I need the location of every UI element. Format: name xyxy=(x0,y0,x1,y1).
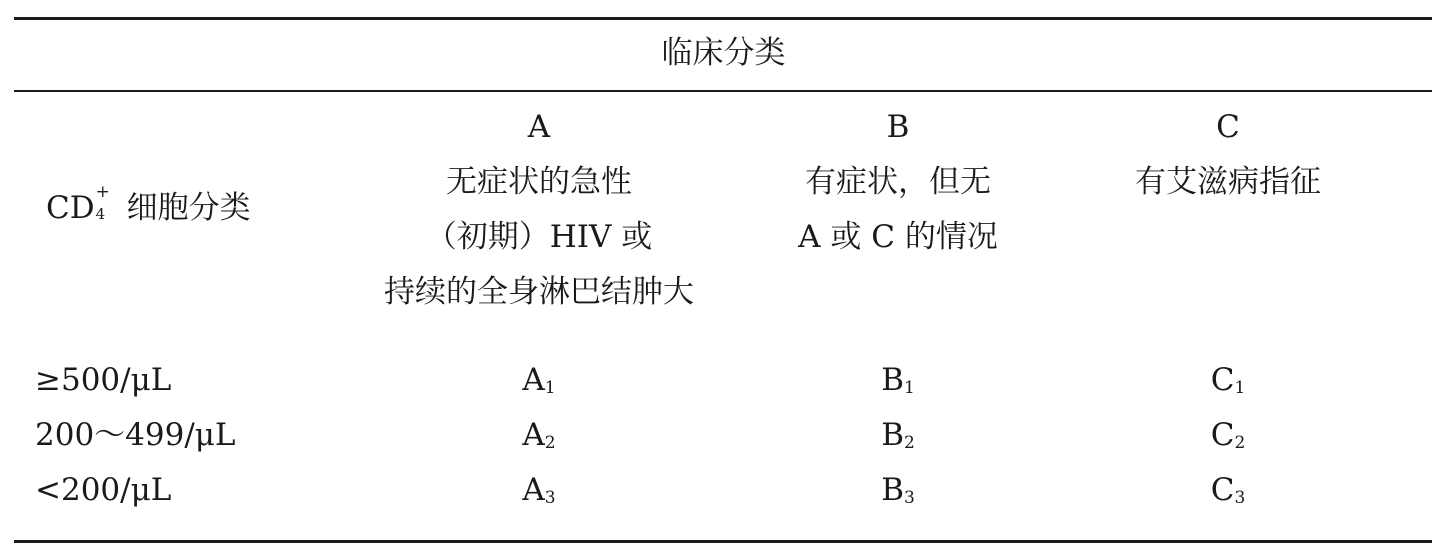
column-description-line: 有症状，但无 xyxy=(805,164,991,200)
row-label: <200/μL xyxy=(35,472,172,508)
column-letter: A xyxy=(527,109,551,145)
row-header-sub: 4 xyxy=(95,205,106,223)
row-header-title xyxy=(46,181,251,236)
table-cell: $C_3$ xyxy=(1210,472,1246,508)
table-top-rule xyxy=(14,17,1432,20)
row-header-sup: + xyxy=(95,182,110,202)
table-cell: $B_2$ xyxy=(881,417,915,453)
column-description-line: A 或 C 的情况 xyxy=(798,219,998,255)
table-cell: $B_3$ xyxy=(881,472,915,508)
column-letter: C xyxy=(1216,109,1240,145)
table-cell: $A_3$ xyxy=(522,472,556,508)
column-description-line: 持续的全身淋巴结肿大 xyxy=(384,274,694,310)
table-cell: $C_1$ xyxy=(1210,362,1246,398)
table-cell: $B_1$ xyxy=(881,362,915,398)
table-cell: $C_2$ xyxy=(1210,417,1246,453)
column-description-line: 有艾滋病指征 xyxy=(1135,164,1321,200)
row-header-cd: CD xyxy=(46,190,95,226)
table-header-title: 临床分类 xyxy=(661,35,786,71)
table-cell: $A_1$ xyxy=(522,362,556,398)
row-label: ≥500/μL xyxy=(35,362,172,398)
table-cell: $A_2$ xyxy=(522,417,556,453)
row-label: 200～499/μL xyxy=(35,417,236,453)
column-description-line: 无症状的急性 xyxy=(446,164,632,200)
column-description-line: （初期）HIV 或 xyxy=(425,219,653,255)
column-letter: B xyxy=(886,109,910,145)
row-header-cd-script xyxy=(95,182,113,223)
column-header-c xyxy=(1028,100,1428,210)
row-header-label: 细胞分类 xyxy=(126,190,251,226)
column-header-a xyxy=(339,100,739,320)
table-header-rule xyxy=(14,90,1432,92)
table-bottom-rule xyxy=(14,540,1432,543)
